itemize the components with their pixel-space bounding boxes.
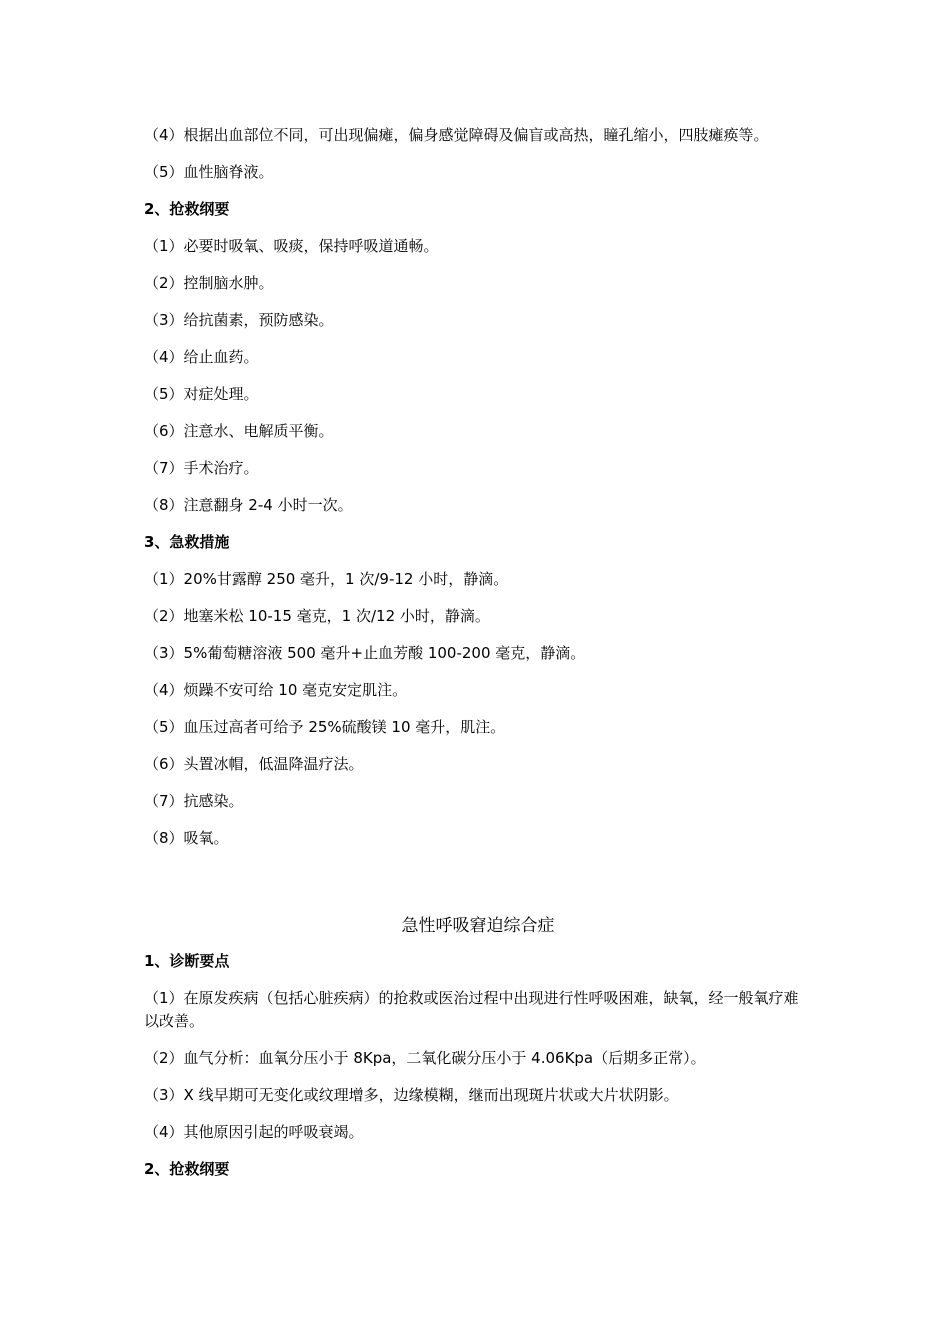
- list-item: （2）血气分析：血氧分压小于 8Kpa，二氧化碳分压小于 4.06Kpa（后期多正常）。: [144, 1049, 706, 1067]
- list-item: （4）给止血药。: [144, 348, 259, 366]
- list-item: （2）地塞米松 10-15 毫克，1 次/12 小时，静滴。: [144, 607, 490, 625]
- list-item: （3）给抗菌素，预防感染。: [144, 311, 334, 329]
- paragraph-item: （4）根据出血部位不同，可出现偏瘫，偏身感觉障碍及偏盲或高热，瞳孔缩小，四肢瘫痪等。: [144, 126, 769, 144]
- list-item: （8）注意翻身 2-4 小时一次。: [144, 496, 353, 514]
- list-item: （7）手术治疗。: [144, 459, 259, 477]
- section-heading: 3、急救措施: [144, 533, 230, 551]
- list-item: （1）必要时吸氧、吸痰，保持呼吸道通畅。: [144, 237, 439, 255]
- list-item: （1）20%甘露醇 250 毫升，1 次/9-12 小时，静滴。: [144, 570, 509, 588]
- list-item: （5）血压过高者可给予 25%硫酸镁 10 毫升，肌注。: [144, 718, 506, 736]
- list-item: （6）注意水、电解质平衡。: [144, 422, 334, 440]
- list-item: （7）抗感染。: [144, 792, 244, 810]
- section-title: 急性呼吸窘迫综合症: [401, 916, 555, 936]
- list-item: （4）烦躁不安可给 10 毫克安定肌注。: [144, 681, 408, 699]
- list-item: （3）5%葡萄糖溶液 500 毫升+止血芳酸 100-200 毫克，静滴。: [144, 644, 586, 662]
- paragraph-item: （5）血性脑脊液。: [144, 163, 274, 181]
- section-heading: 1、诊断要点: [144, 952, 230, 970]
- document-body: [144, 124, 812, 1195]
- section-heading: 2、抢救纲要: [144, 200, 230, 218]
- list-item: （8）吸氧。: [144, 829, 229, 847]
- section-heading: 2、抢救纲要: [144, 1160, 230, 1178]
- list-item: （5）对症处理。: [144, 385, 259, 403]
- list-item: （4）其他原因引起的呼吸衰竭。: [144, 1123, 364, 1141]
- list-item: （6）头置冰帽，低温降温疗法。: [144, 755, 364, 773]
- list-item: （3）X 线早期可无变化或纹理增多，边缘模糊，继而出现斑片状或大片状阴影。: [144, 1086, 679, 1104]
- list-item: （2）控制脑水肿。: [144, 274, 274, 292]
- list-item: （1）在原发疾病（包括心脏疾病）的抢救或医治过程中出现进行性呼吸困难，缺氧，经一般氧疗难以改善。: [144, 989, 799, 1030]
